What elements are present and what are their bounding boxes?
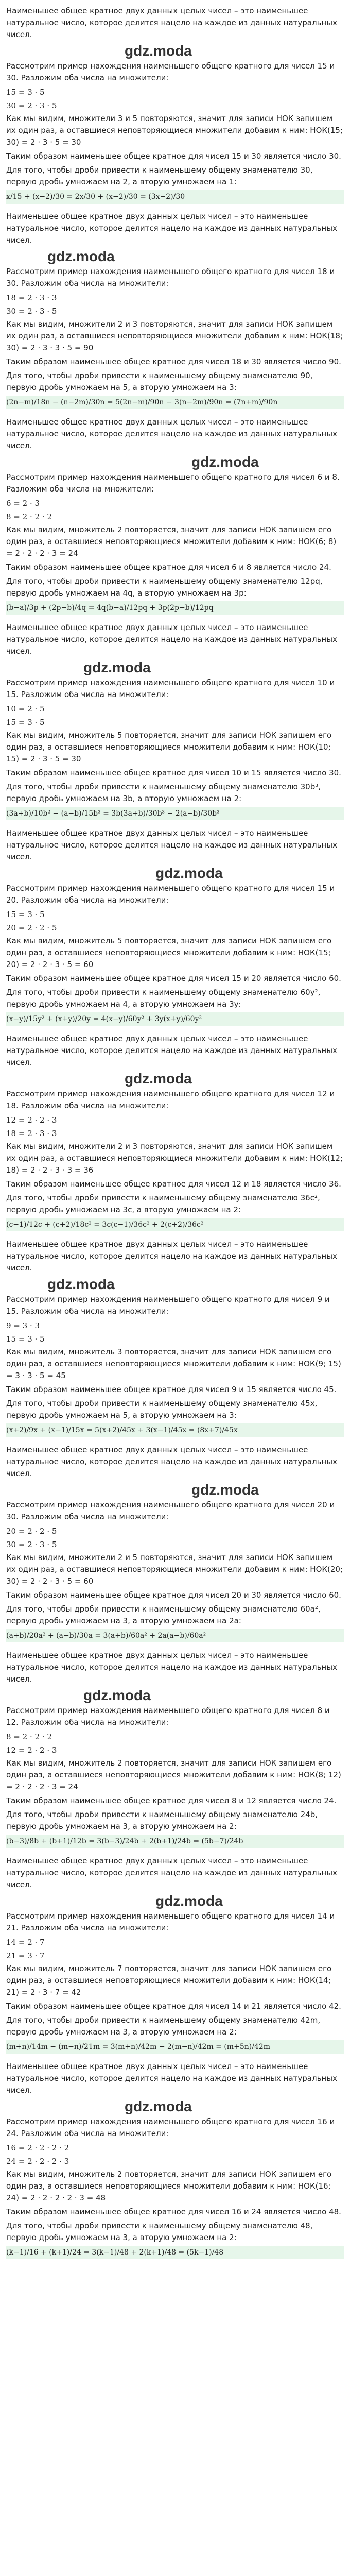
factorization-line: 15 = 3 · 5 xyxy=(6,88,45,97)
solution-section xyxy=(6,1239,344,1437)
rule-text: Как мы видим, множитель 7 повторяется, значит для записи НОК запишем его один раз, а оставшиеся неповторяющиеся множители добавим к ним: НОК(14; 21) = 2 · 3 · 7 = 42 xyxy=(6,1964,332,1997)
definition-text: Наименьшее общее кратное двух данных целых чисел – это наименьшее натуральное число, которое делится нацело на каждое из данных натуральных чисел. xyxy=(6,1651,337,1684)
watermark-logo: gdz.moda xyxy=(125,1071,192,1087)
extra-text: Для того, чтобы дроби привести к наименьшему общему знаменателю 45x, первую дробь умножаем на 5, а вторую умножаем на 3: xyxy=(6,1399,318,1420)
watermark-logo: gdz.moda xyxy=(155,865,223,881)
watermark-row xyxy=(6,659,344,677)
watermark-row xyxy=(6,1071,344,1088)
watermark-row xyxy=(6,1893,344,1910)
result-text: Таким образом наименьшее общее кратное для чисел 15 и 20 является число 60. xyxy=(6,974,341,983)
factorization-line: 15 = 3 · 5 xyxy=(6,718,45,727)
extra-text: Для того, чтобы дроби привести к наименьшему общему знаменателю 90, первую дробь умножаем на 5, а вторую умножаем на 3: xyxy=(6,371,313,392)
factorization-line: 30 = 2 · 3 · 5 xyxy=(6,101,57,110)
watermark-logo: gdz.moda xyxy=(47,248,115,264)
extra-text: Для того, чтобы дроби привести к наименьшему общему знаменателю 60y², первую дробь умножаем на 4, а вторую умножаем на 3y: xyxy=(6,988,321,1009)
factorization-line: 30 = 2 · 3 · 5 xyxy=(6,307,57,316)
task-text: Рассмотрим пример нахождения наименьшего общего кратного для чисел 16 и 24. Разложим оба числа на множители: xyxy=(6,2117,335,2138)
definition-text: Наименьшее общее кратное двух данных целых чисел – это наименьшее натуральное число, которое делится нацело на каждое из данных натуральных чисел. xyxy=(6,1445,337,1478)
watermark-row xyxy=(6,43,344,60)
fraction-expression: (3a+b)/10b² − (a−b)/15b³ = 3b(3a+b)/30b³ − 2(a−b)/30b³ xyxy=(6,807,344,820)
result-text: Таким образом наименьшее общее кратное для чисел 9 и 15 является число 45. xyxy=(6,1385,337,1394)
solution-section xyxy=(6,5,344,204)
result-text: Таким образом наименьшее общее кратное для чисел 8 и 12 является число 24. xyxy=(6,1796,337,1805)
factorization-line: 15 = 3 · 5 xyxy=(6,910,45,919)
definition-text: Наименьшее общее кратное двух данных целых чисел – это наименьшее натуральное число, которое делится нацело на каждое из данных натуральных чисел. xyxy=(6,6,337,39)
task-text: Рассмотрим пример нахождения наименьшего общего кратного для чисел 20 и 30. Разложим оба числа на множители: xyxy=(6,1500,335,1521)
watermark-row xyxy=(6,248,344,266)
factorization-line: 12 = 2 · 2 · 3 xyxy=(6,1745,57,1755)
watermark-row xyxy=(6,454,344,471)
fraction-expression: (m+n)/14m − (m−n)/21m = 3(m+n)/42m − 2(m−n)/42m = (m+5n)/42m xyxy=(6,2040,344,2054)
factorization-line: 24 = 2 · 2 · 2 · 3 xyxy=(6,2157,69,2166)
result-text: Таким образом наименьшее общее кратное для чисел 10 и 15 является число 30. xyxy=(6,768,341,777)
watermark-logo: gdz.moda xyxy=(125,2098,192,2114)
result-text: Таким образом наименьшее общее кратное для чисел 6 и 8 является число 24. xyxy=(6,563,331,572)
definition-text: Наименьшее общее кратное двух данных целых чисел – это наименьшее натуральное число, которое делится нацело на каждое из данных натуральных чисел. xyxy=(6,1240,337,1273)
task-text: Рассмотрим пример нахождения наименьшего общего кратного для чисел 6 и 8. Разложим оба числа на множители: xyxy=(6,472,340,494)
result-text: Таким образом наименьшее общее кратное для чисел 20 и 30 является число 60. xyxy=(6,1590,341,1600)
watermark-row xyxy=(6,1687,344,1705)
task-text: Рассмотрим пример нахождения наименьшего общего кратного для чисел 15 и 30. Разложим оба числа на множители: xyxy=(6,61,335,82)
fraction-expression: (x−y)/15y² + (x+y)/20y = 4(x−y)/60y² + 3y(x+y)/60y² xyxy=(6,1012,344,1026)
fraction-expression: (c−1)/12c + (c+2)/18c² = 3c(c−1)/36c² + 2(c+2)/36c² xyxy=(6,1218,344,1231)
solution-section xyxy=(6,416,344,615)
task-text: Рассмотрим пример нахождения наименьшего общего кратного для чисел 18 и 30. Разложим оба числа на множители: xyxy=(6,267,335,288)
factorization-line: 14 = 2 · 7 xyxy=(6,1938,45,1947)
definition-text: Наименьшее общее кратное двух данных целых чисел – это наименьшее натуральное число, которое делится нацело на каждое из данных натуральных чисел. xyxy=(6,417,337,450)
extra-text: Для того, чтобы дроби привести к наименьшему общему знаменателю 30b³, первую дробь умножаем на 3b, а вторую умножаем на 2: xyxy=(6,782,321,803)
solution-section xyxy=(6,827,344,1026)
factorization-line: 15 = 3 · 5 xyxy=(6,1334,45,1344)
solution-section xyxy=(6,1444,344,1642)
definition-text: Наименьшее общее кратное двух данных целых чисел – это наименьшее натуральное число, которое делится нацело на каждое из данных натуральных чисел. xyxy=(6,1856,337,1889)
factorization-line: 9 = 3 · 3 xyxy=(6,1321,40,1330)
fraction-expression: (2n−m)/18n − (n−2m)/30n = 5(2n−m)/90n − 3(n−2m)/90n = (7n+m)/90n xyxy=(6,396,344,409)
factorization-line: 6 = 2 · 3 xyxy=(6,499,40,508)
extra-text: Для того, чтобы дроби привести к наименьшему общему знаменателю 30, первую дробь умножаем на 2, а вторую умножаем на 1: xyxy=(6,165,313,187)
rule-text: Как мы видим, множитель 3 повторяется, значит для записи НОК запишем его один раз, а оставшиеся неповторяющиеся множители добавим к ним: НОК(9; 15) = 3 · 3 · 5 = 45 xyxy=(6,1347,341,1380)
result-text: Таким образом наименьшее общее кратное для чисел 12 и 18 является число 36. xyxy=(6,1179,341,1189)
fraction-expression: (b−a)/3p + (2p−b)/4q = 4q(b−a)/12pq + 3p(2p−b)/12pq xyxy=(6,601,344,615)
extra-text: Для того, чтобы дроби привести к наименьшему общему знаменателю 48, первую дробь умножаем на 3, а вторую умножаем на 2: xyxy=(6,2221,313,2242)
task-text: Рассмотрим пример нахождения наименьшего общего кратного для чисел 12 и 18. Разложим оба числа на множители: xyxy=(6,1089,335,1110)
rule-text: Как мы видим, множитель 5 повторяется, значит для записи НОК запишем его один раз, а оставшиеся неповторяющиеся множители добавим к ним: НОК(10; 15) = 2 · 3 · 5 = 30 xyxy=(6,731,332,764)
solution-section xyxy=(6,211,344,409)
watermark-logo: gdz.moda xyxy=(83,659,151,675)
fraction-expression: (b−3)/8b + (b+1)/12b = 3(b−3)/24b + 2(b+1)/24b = (5b−7)/24b xyxy=(6,1835,344,1848)
watermark-logo: gdz.moda xyxy=(125,43,192,59)
watermark-row xyxy=(6,2098,344,2116)
factorization-line: 18 = 2 · 3 · 3 xyxy=(6,293,57,302)
definition-text: Наименьшее общее кратное двух данных целых чисел – это наименьшее натуральное число, которое делится нацело на каждое из данных натуральных чисел. xyxy=(6,623,337,656)
task-text: Рассмотрим пример нахождения наименьшего общего кратного для чисел 10 и 15. Разложим оба числа на множители: xyxy=(6,678,335,699)
factorization-line: 12 = 2 · 2 · 3 xyxy=(6,1115,57,1125)
factorization-line: 8 = 2 · 2 · 2 xyxy=(6,1732,52,1741)
task-text: Рассмотрим пример нахождения наименьшего общего кратного для чисел 14 и 21. Разложим оба числа на множители: xyxy=(6,1911,335,1933)
rule-text: Как мы видим, множители 2 и 3 повторяются, значит для записи НОК запишем их один раз, а оставшиеся неповторяющиеся множители добавим к ним: НОК(12; 18) = 2 · 2 · 3 · 3 = 36 xyxy=(6,1142,343,1175)
extra-text: Для того, чтобы дроби привести к наименьшему общему знаменателю 36c², первую дробь умножаем на 3c, а вторую умножаем на 2: xyxy=(6,1193,320,1214)
factorization-line: 30 = 2 · 3 · 5 xyxy=(6,1540,57,1549)
rule-text: Как мы видим, множители 3 и 5 повторяются, значит для записи НОК запишем их один раз, а оставшиеся неповторяющиеся множители добавим к ним: НОК(15; 30) = 2 · 3 · 5 = 30 xyxy=(6,114,343,147)
extra-text: Для того, чтобы дроби привести к наименьшему общему знаменателю 12pq, первую дробь умножаем на 4q, а вторую умножаем на 3p: xyxy=(6,577,323,598)
rule-text: Как мы видим, множители 2 и 5 повторяются, значит для записи НОК запишем их один раз, а оставшиеся неповторяющиеся множители добавим к ним: НОК(20; 30) = 2 · 2 · 3 · 5 = 60 xyxy=(6,1553,343,1586)
solution-section xyxy=(6,2061,344,2259)
watermark-logo: gdz.moda xyxy=(155,1893,223,1909)
extra-text: Для того, чтобы дроби привести к наименьшему общему знаменателю 24b, первую дробь умножаем на 3, а вторую умножаем на 2: xyxy=(6,1810,318,1831)
factorization-line: 20 = 2 · 2 · 5 xyxy=(6,923,57,933)
definition-text: Наименьшее общее кратное двух данных целых чисел – это наименьшее натуральное число, которое делится нацело на каждое из данных натуральных чисел. xyxy=(6,828,337,861)
solution-section xyxy=(6,1855,344,2054)
watermark-row xyxy=(6,1276,344,1294)
watermark-row xyxy=(6,865,344,883)
rule-text: Как мы видим, множители 2 и 3 повторяются, значит для записи НОК запишем их один раз, а оставшиеся неповторяющиеся множители добавим к ним: НОК(18; 30) = 2 · 3 · 3 · 5 = 90 xyxy=(6,319,343,352)
definition-text: Наименьшее общее кратное двух данных целых чисел – это наименьшее натуральное число, которое делится нацело на каждое из данных натуральных чисел. xyxy=(6,1034,337,1067)
result-text: Таким образом наименьшее общее кратное для чисел 16 и 24 является число 48. xyxy=(6,2207,341,2216)
fraction-expression: x/15 + (x−2)/30 = 2x/30 + (x−2)/30 = (3x−2)/30 xyxy=(6,190,344,204)
solution-section xyxy=(6,622,344,820)
solution-section xyxy=(6,1033,344,1231)
factorization-line: 10 = 2 · 5 xyxy=(6,704,45,714)
watermark-row xyxy=(6,1482,344,1499)
result-text: Таким образом наименьшее общее кратное для чисел 14 и 21 является число 42. xyxy=(6,2002,341,2011)
factorization-line: 16 = 2 · 2 · 2 · 2 xyxy=(6,2143,69,2153)
watermark-logo: gdz.moda xyxy=(191,454,259,470)
rule-text: Как мы видим, множитель 2 повторяется, значит для записи НОК запишем его один раз, а оставшиеся неповторяющиеся множители добавим к ним: НОК(16; 24) = 2 · 2 · 2 · 2 · 3 = 48 xyxy=(6,2170,332,2202)
factorization-line: 8 = 2 · 2 · 2 xyxy=(6,512,52,521)
fraction-expression: (x+2)/9x + (x−1)/15x = 5(x+2)/45x + 3(x−1)/45x = (8x+7)/45x xyxy=(6,1423,344,1437)
rule-text: Как мы видим, множитель 2 повторяется, значит для записи НОК запишем его один раз, а оставшиеся неповторяющиеся множители добавим к ним: НОК(6; 8) = 2 · 2 · 2 · 3 = 24 xyxy=(6,525,337,558)
fraction-expression: (a+b)/20a² + (a−b)/30a = 3(a+b)/60a² + 2a(a−b)/60a² xyxy=(6,1629,344,1642)
task-text: Рассмотрим пример нахождения наименьшего общего кратного для чисел 8 и 12. Разложим оба числа на множители: xyxy=(6,1706,330,1727)
rule-text: Как мы видим, множитель 2 повторяется, значит для записи НОК запишем его один раз, а оставшиеся неповторяющиеся множители добавим к ним: НОК(8; 12) = 2 · 2 · 2 · 3 = 24 xyxy=(6,1758,341,1791)
factorization-line: 20 = 2 · 2 · 5 xyxy=(6,1527,57,1536)
watermark-logo: gdz.moda xyxy=(83,1687,151,1703)
fraction-expression: (k−1)/16 + (k+1)/24 = 3(k−1)/48 + 2(k+1)/48 = (5k−1)/48 xyxy=(6,2246,344,2259)
extra-text: Для того, чтобы дроби привести к наименьшему общему знаменателю 42m, первую дробь умножаем на 3, а вторую умножаем на 2: xyxy=(6,2015,321,2037)
task-text: Рассмотрим пример нахождения наименьшего общего кратного для чисел 15 и 20. Разложим оба числа на множители: xyxy=(6,884,335,905)
factorization-line: 21 = 3 · 7 xyxy=(6,1951,45,1960)
solution-section xyxy=(6,1650,344,1848)
factorization-line: 18 = 2 · 3 · 3 xyxy=(6,1129,57,1138)
extra-text: Для того, чтобы дроби привести к наименьшему общему знаменателю 60a², первую дробь умножаем на 3, а вторую умножаем на 2a: xyxy=(6,1604,321,1625)
definition-text: Наименьшее общее кратное двух данных целых чисел – это наименьшее натуральное число, которое делится нацело на каждое из данных натуральных чисел. xyxy=(6,2062,337,2095)
result-text: Таким образом наименьшее общее кратное для чисел 15 и 30 является число 30. xyxy=(6,151,341,161)
rule-text: Как мы видим, множитель 5 повторяется, значит для записи НОК запишем его один раз, а оставшиеся неповторяющиеся множители добавим к ним: НОК(15; 20) = 2 · 2 · 3 · 5 = 60 xyxy=(6,936,332,969)
definition-text: Наименьшее общее кратное двух данных целых чисел – это наименьшее натуральное число, которое делится нацело на каждое из данных натуральных чисел. xyxy=(6,212,337,245)
watermark-logo: gdz.moda xyxy=(47,1276,115,1292)
result-text: Таким образом наименьшее общее кратное для чисел 18 и 30 является число 90. xyxy=(6,357,341,366)
watermark-logo: gdz.moda xyxy=(191,1482,259,1498)
task-text: Рассмотрим пример нахождения наименьшего общего кратного для чисел 9 и 15. Разложим оба числа на множители: xyxy=(6,1295,330,1316)
